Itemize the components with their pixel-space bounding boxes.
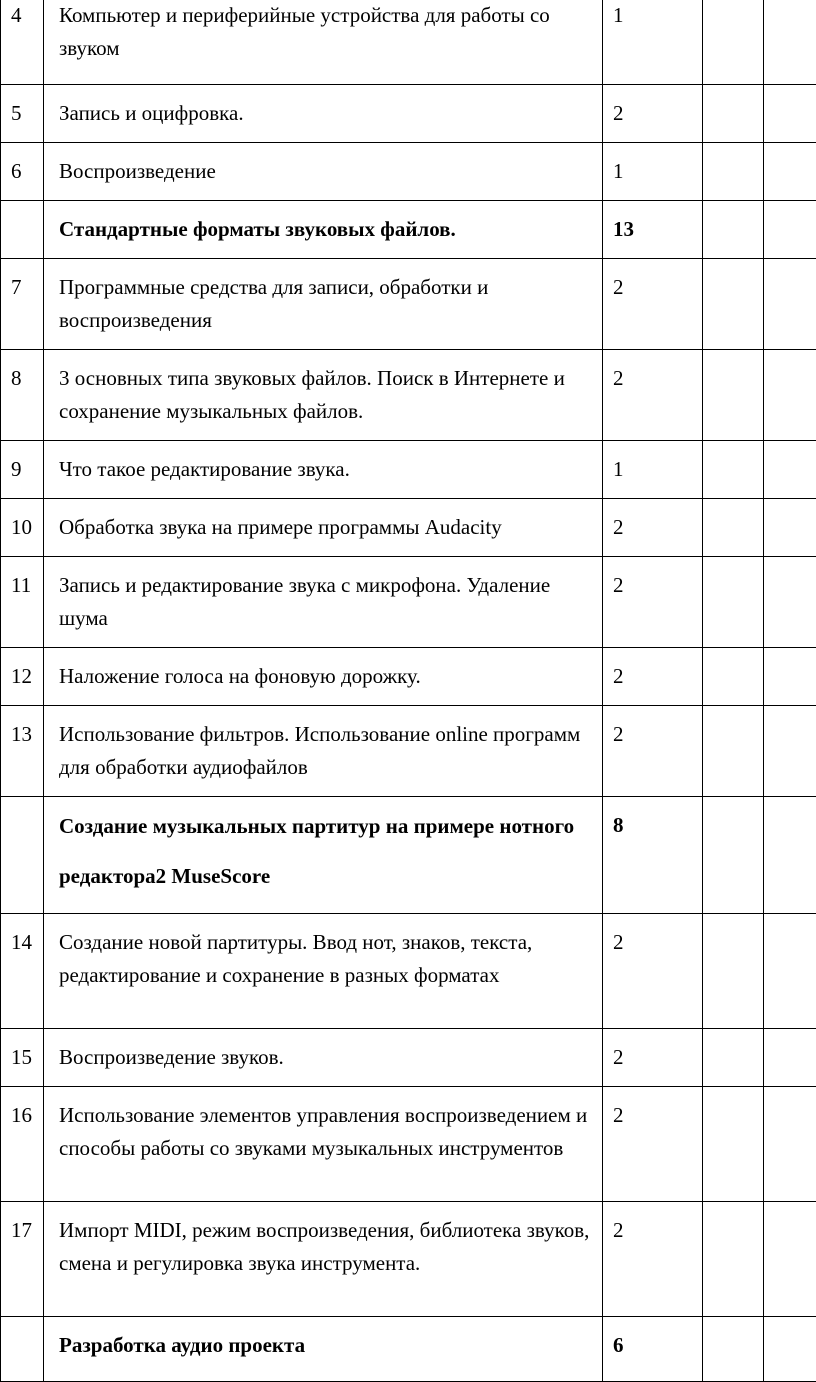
- extra-cell-1: [703, 499, 764, 557]
- lesson-topic: Что такое редактирование звука.: [44, 441, 603, 499]
- extra-cell-2: [764, 648, 816, 706]
- lesson-topic: Запись и редактирование звука с микрофона. Удаление шума: [44, 557, 603, 648]
- extra-cell-1: [703, 201, 764, 259]
- table-row: [1, 1087, 816, 1202]
- table-row: [1, 350, 816, 441]
- hours-count: 1: [603, 441, 703, 499]
- extra-cell-1: [703, 1029, 764, 1087]
- hours-count: 1: [603, 0, 703, 85]
- extra-cell-1: [703, 350, 764, 441]
- lesson-number: 5: [1, 85, 44, 143]
- lesson-topic: Компьютер и периферийные устройства для работы со звуком: [44, 0, 603, 85]
- extra-cell-2: [764, 499, 816, 557]
- lesson-number: [1, 201, 44, 259]
- extra-cell-1: [703, 259, 764, 350]
- lesson-number: 6: [1, 143, 44, 201]
- extra-cell-2: [764, 259, 816, 350]
- lesson-number: 7: [1, 259, 44, 350]
- lesson-topic: Запись и оцифровка.: [44, 85, 603, 143]
- lesson-number: 15: [1, 1029, 44, 1087]
- extra-cell-1: [703, 1087, 764, 1202]
- hours-count: 2: [603, 259, 703, 350]
- lesson-number: 17: [1, 1202, 44, 1317]
- hours-count: 2: [603, 914, 703, 1029]
- hours-count: 2: [603, 1029, 703, 1087]
- table-row: [1, 1202, 816, 1317]
- lesson-topic: Использование элементов управления воспроизведением и способы работы со звуками музыкальных инструментов: [44, 1087, 603, 1202]
- table-row: [1, 0, 816, 85]
- lesson-number: [1, 797, 44, 914]
- lesson-topic: Программные средства для записи, обработки и воспроизведения: [44, 259, 603, 350]
- lesson-topic: 3 основных типа звуковых файлов. Поиск в Интернете и сохранение музыкальных файлов.: [44, 350, 603, 441]
- table-row: [1, 143, 816, 201]
- section-title: Стандартные форматы звуковых файлов.: [44, 201, 603, 259]
- extra-cell-1: [703, 797, 764, 914]
- lesson-topic: Наложение голоса на фоновую дорожку.: [44, 648, 603, 706]
- table-row: [1, 1029, 816, 1087]
- extra-cell-1: [703, 557, 764, 648]
- extra-cell-1: [703, 914, 764, 1029]
- lesson-topic: Импорт MIDI, режим воспроизведения, библиотека звуков, смена и регулировка звука инструмента.: [44, 1202, 603, 1317]
- extra-cell-2: [764, 0, 816, 85]
- extra-cell-2: [764, 85, 816, 143]
- table-row: [1, 706, 816, 797]
- table-row: [1, 557, 816, 648]
- extra-cell-2: [764, 557, 816, 648]
- lesson-topic: Воспроизведение звуков.: [44, 1029, 603, 1087]
- extra-cell-1: [703, 85, 764, 143]
- extra-cell-2: [764, 1202, 816, 1317]
- section-title: Разработка аудио проекта: [44, 1317, 603, 1382]
- extra-cell-2: [764, 914, 816, 1029]
- extra-cell-2: [764, 201, 816, 259]
- hours-count: 6: [603, 1317, 703, 1382]
- extra-cell-2: [764, 1087, 816, 1202]
- hours-count: 1: [603, 143, 703, 201]
- lesson-number: 4: [1, 0, 44, 85]
- extra-cell-1: [703, 143, 764, 201]
- extra-cell-2: [764, 797, 816, 914]
- lesson-topic: Воспроизведение: [44, 143, 603, 201]
- hours-count: 2: [603, 1087, 703, 1202]
- hours-count: 2: [603, 85, 703, 143]
- extra-cell-1: [703, 0, 764, 85]
- extra-cell-2: [764, 1029, 816, 1087]
- extra-cell-1: [703, 1202, 764, 1317]
- table-row: [1, 85, 816, 143]
- hours-count: 2: [603, 648, 703, 706]
- lesson-number: [1, 1317, 44, 1382]
- hours-count: 8: [603, 797, 703, 914]
- table-row: [1, 648, 816, 706]
- extra-cell-1: [703, 706, 764, 797]
- lesson-number: 16: [1, 1087, 44, 1202]
- lesson-number: 8: [1, 350, 44, 441]
- extra-cell-1: [703, 648, 764, 706]
- table-row: [1, 259, 816, 350]
- extra-cell-2: [764, 706, 816, 797]
- lesson-number: 9: [1, 441, 44, 499]
- extra-cell-2: [764, 441, 816, 499]
- lesson-topic: Использование фильтров. Использование online программ для обработки аудиофайлов: [44, 706, 603, 797]
- extra-cell-1: [703, 1317, 764, 1382]
- extra-cell-2: [764, 143, 816, 201]
- table-row: [1, 441, 816, 499]
- lesson-number: 14: [1, 914, 44, 1029]
- extra-cell-1: [703, 441, 764, 499]
- lesson-number: 12: [1, 648, 44, 706]
- extra-cell-2: [764, 1317, 816, 1382]
- section-row: [1, 201, 816, 259]
- hours-count: 2: [603, 1202, 703, 1317]
- lesson-topic: Обработка звука на примере программы Audacity: [44, 499, 603, 557]
- lesson-topic: Создание новой партитуры. Ввод нот, знаков, текста, редактирование и сохранение в разных форматах: [44, 914, 603, 1029]
- table-row: [1, 914, 816, 1029]
- lesson-number: 11: [1, 557, 44, 648]
- lesson-number: 10: [1, 499, 44, 557]
- section-row: [1, 1317, 816, 1382]
- lesson-number: 13: [1, 706, 44, 797]
- curriculum-table-body: [1, 0, 816, 1382]
- extra-cell-2: [764, 350, 816, 441]
- hours-count: 2: [603, 557, 703, 648]
- hours-count: 2: [603, 706, 703, 797]
- table-row: [1, 499, 816, 557]
- hours-count: 13: [603, 201, 703, 259]
- section-title: Создание музыкальных партитур на примере нотного редактора2 MuseScore: [44, 797, 603, 914]
- hours-count: 2: [603, 499, 703, 557]
- section-row: [1, 797, 816, 914]
- hours-count: 2: [603, 350, 703, 441]
